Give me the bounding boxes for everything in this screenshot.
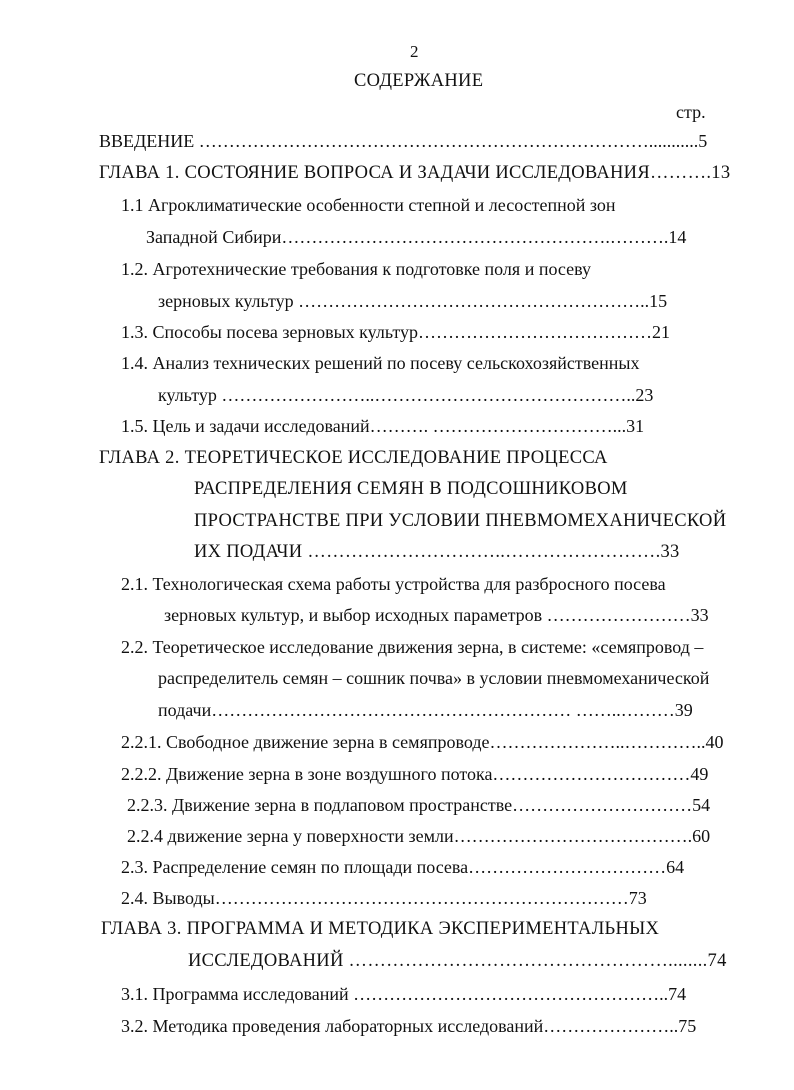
toc-entry-2-2-line1: 2.2. Теоретическое исследование движения зерна, в системе: «семяпровод –	[121, 637, 704, 657]
page-title: СОДЕРЖАНИЕ	[354, 71, 484, 91]
toc-entry-1-5: 1.5. Цель и задачи исследований………. …………………………...31	[121, 416, 645, 436]
toc-entry-2-2-1: 2.2.1. Свободное движение зерна в семяпроводе…………………..…………..40	[121, 732, 724, 752]
toc-entry-2-1-line2: зерновых культур, и выбор исходных параметров ……………………33	[164, 605, 709, 625]
toc-entry-2-4: 2.4. Выводы……………………………………………………………73	[121, 888, 647, 908]
toc-entry-1-1-line1: 1.1 Агроклиматические особенности степной и лесостепной зон	[121, 195, 616, 215]
toc-entry-2-2-4: 2.2.4 движение зерна у поверхности земли………………………………….60	[127, 826, 711, 846]
toc-entry-chapter-2-line2: РАСПРЕДЕЛЕНИЯ СЕМЯН В ПОДСОШНИКОВОМ	[194, 479, 628, 499]
toc-entry-chapter-3-line1: ГЛАВА 3. ПРОГРАММА И МЕТОДИКА ЭКСПЕРИМЕНТАЛЬНЫХ	[101, 919, 660, 939]
toc-entry-introduction: ВВЕДЕНИЕ …………………………………………………………………...........5	[99, 131, 708, 151]
toc-entry-3-1: 3.1. Программа исследований ……………………………………………..74	[121, 984, 687, 1004]
toc-entry-3-2: 3.2. Методика проведения лабораторных исследований…………………..75	[121, 1016, 697, 1036]
toc-entry-2-2-line2: распределитель семян – сошник почва» в условии пневмомеханической	[158, 668, 710, 688]
toc-entry-chapter-1: ГЛАВА 1. СОСТОЯНИЕ ВОПРОСА И ЗАДАЧИ ИССЛЕДОВАНИЯ……….13	[99, 163, 731, 183]
toc-entry-2-1-line1: 2.1. Технологическая схема работы устройства для разбросного посева	[121, 574, 666, 594]
toc-entry-1-2-line2: зерновых культур …………………………………………………..15	[158, 291, 668, 311]
toc-entry-chapter-2-line1: ГЛАВА 2. ТЕОРЕТИЧЕСКОЕ ИССЛЕДОВАНИЕ ПРОЦЕССА	[99, 448, 608, 468]
toc-entry-2-2-2: 2.2.2. Движение зерна в зоне воздушного потока……………………………49	[121, 764, 709, 784]
toc-entry-1-3: 1.3. Способы посева зерновых культур…………………………………21	[121, 322, 671, 342]
toc-entry-1-4-line1: 1.4. Анализ технических решений по посеву сельскохозяйственных	[121, 353, 640, 373]
toc-entry-1-1-line2: Западной Сибири……………………………………………….……….14	[146, 227, 687, 247]
toc-entry-1-4-line2: культур ……………………..……………………………………..23	[158, 385, 654, 405]
toc-entry-2-3: 2.3. Распределение семян по площади посева……………………………64	[121, 857, 685, 877]
toc-entry-2-2-line3: подачи…………………………………………………… ……..………39	[158, 700, 693, 720]
toc-entry-1-2-line1: 1.2. Агротехнические требования к подготовке поля и посеву	[121, 259, 591, 279]
toc-entry-2-2-3: 2.2.3. Движение зерна в подлаповом пространстве…………………………54	[127, 795, 711, 815]
toc-entry-chapter-3-line2: ИССЛЕДОВАНИЙ ……………………………………………........74	[188, 951, 727, 971]
toc-entry-chapter-2-line4: ИХ ПОДАЧИ …………………………..…………………….33	[194, 542, 680, 562]
toc-entry-chapter-2-line3: ПРОСТРАНСТВЕ ПРИ УСЛОВИИ ПНЕВМОМЕХАНИЧЕСКОЙ	[194, 511, 727, 531]
page-column-label: стр.	[676, 102, 706, 122]
page-number: 2	[410, 42, 419, 61]
